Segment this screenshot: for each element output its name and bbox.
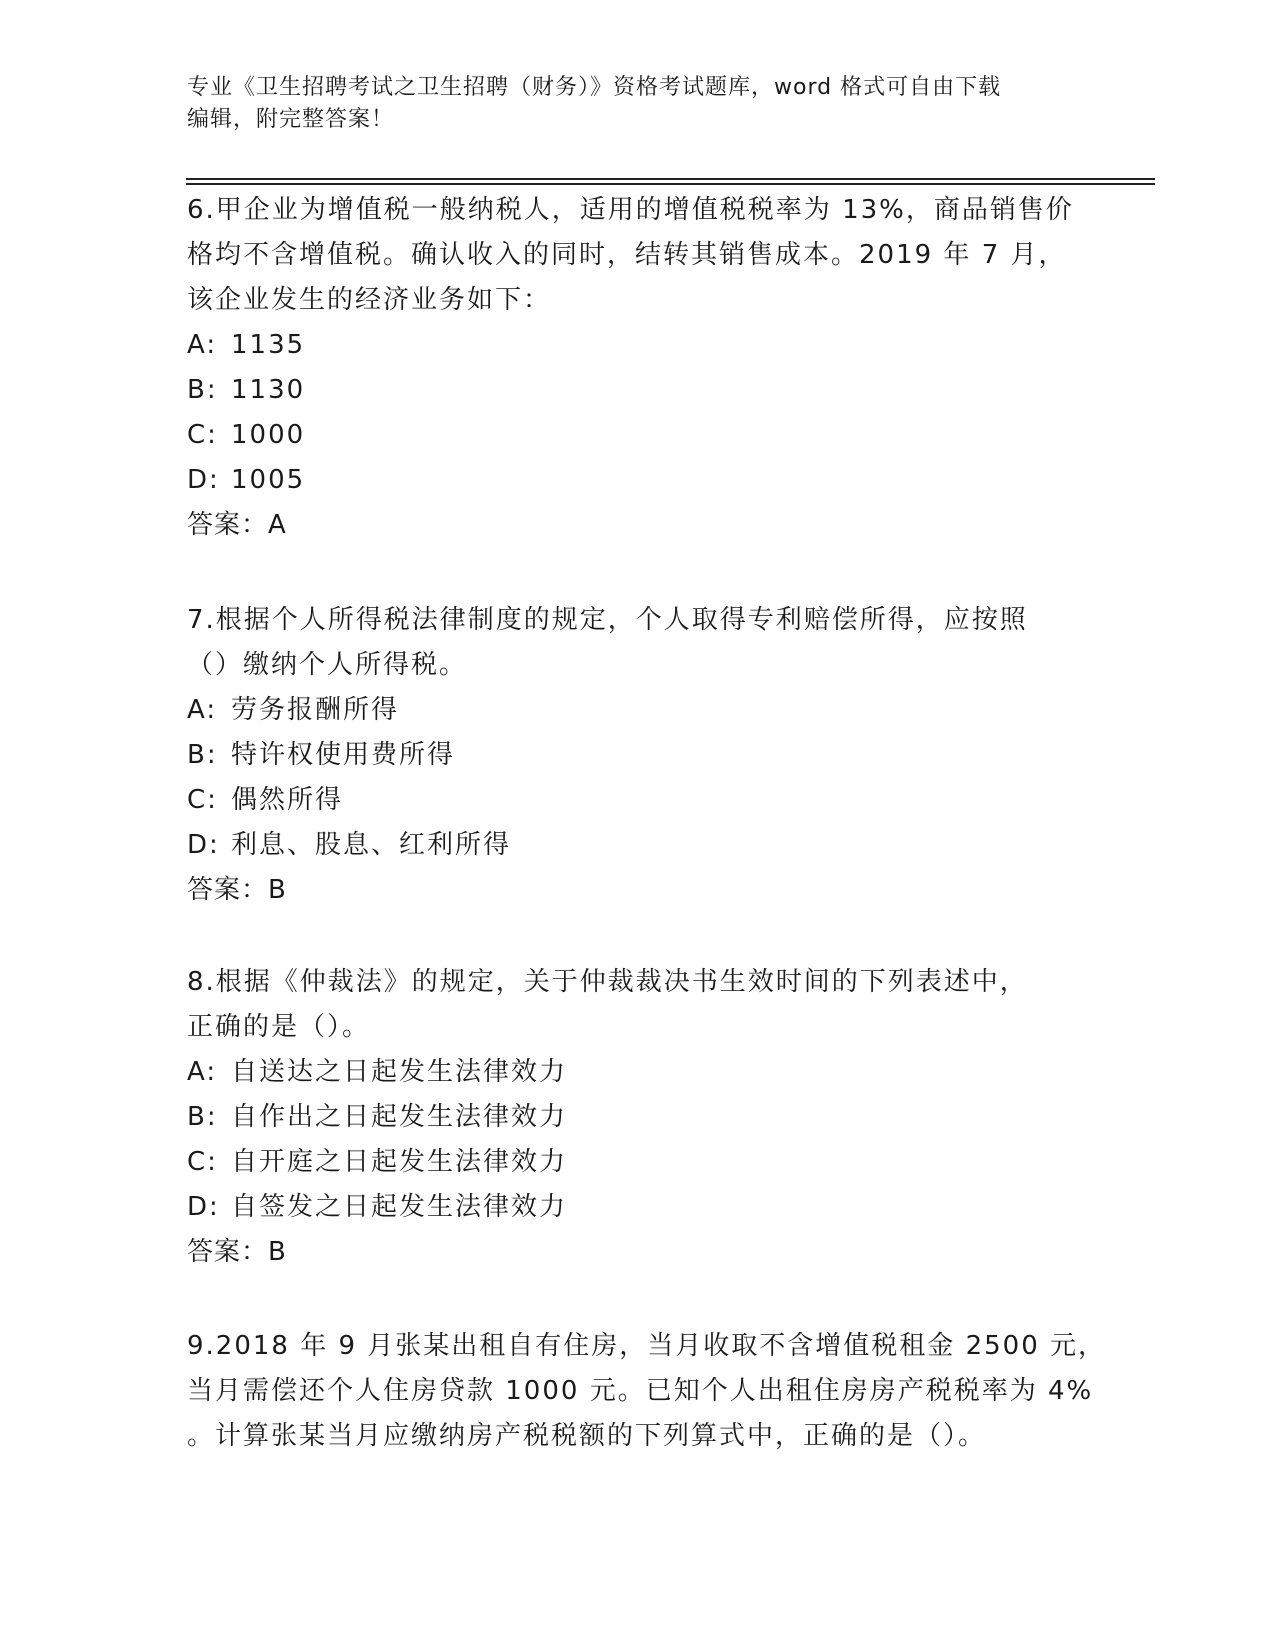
- option-letter: C:: [187, 420, 218, 450]
- option-a: [187, 688, 1087, 733]
- option-b: [187, 368, 1087, 413]
- option-text: 1005: [231, 465, 306, 495]
- option-text: 1130: [231, 375, 306, 405]
- option-text: 自送达之日起发生法律效力: [231, 1057, 568, 1087]
- question-6: [187, 188, 1087, 548]
- option-text: 特许权使用费所得: [231, 740, 456, 770]
- answer: 答案：A: [187, 510, 287, 540]
- document-header: [187, 72, 1067, 136]
- header-line: 专业《卫生招聘考试之卫生招聘（财务）》资格考试题库，word 格式可自由下载: [187, 75, 1002, 100]
- option-letter: D:: [187, 830, 220, 860]
- option-text: 自签发之日起发生法律效力: [231, 1192, 568, 1222]
- option-b: [187, 733, 1087, 778]
- option-letter: B:: [187, 1102, 218, 1132]
- option-text: 自作出之日起发生法律效力: [231, 1102, 568, 1132]
- option-letter: C:: [187, 785, 218, 815]
- option-d: [187, 823, 1087, 868]
- option-letter: A:: [187, 330, 218, 360]
- option-d: [187, 1185, 1087, 1230]
- question-text: 6.甲企业为增值税一般纳税人，适用的增值税税率为 13%，商品销售价: [187, 195, 1074, 225]
- question-8: [187, 960, 1087, 1275]
- option-text: 劳务报酬所得: [231, 695, 400, 725]
- option-a: [187, 1050, 1087, 1095]
- header-line: 编辑，附完整答案！: [187, 107, 395, 132]
- option-letter: B:: [187, 740, 218, 770]
- question-text: 。计算张某当月应缴纳房产税税额的下列算式中，正确的是（）。: [187, 1421, 987, 1451]
- answer: 答案：B: [187, 875, 287, 905]
- option-d: [187, 458, 1087, 503]
- option-text: 1000: [231, 420, 306, 450]
- option-letter: A:: [187, 695, 218, 725]
- option-letter: A:: [187, 1057, 218, 1087]
- option-letter: D:: [187, 465, 220, 495]
- option-c: [187, 413, 1087, 458]
- option-a: [187, 323, 1087, 368]
- option-letter: B:: [187, 375, 218, 405]
- header-divider: [186, 183, 1155, 185]
- question-text: 正确的是（）。: [187, 1012, 371, 1042]
- option-letter: D:: [187, 1192, 220, 1222]
- answer: 答案：B: [187, 1237, 287, 1267]
- question-text: 8.根据《仲裁法》的规定，关于仲裁裁决书生效时间的下列表述中，: [187, 967, 1028, 997]
- option-letter: C:: [187, 1147, 218, 1177]
- question-text: （）缴纳个人所得税。: [187, 650, 468, 680]
- header-divider: [186, 178, 1155, 180]
- question-text: 9.2018 年 9 月张某出租自有住房，当月收取不含增值税租金 2500 元，: [187, 1331, 1107, 1361]
- option-c: [187, 1140, 1087, 1185]
- question-9: [187, 1324, 1107, 1459]
- question-7: [187, 598, 1087, 913]
- question-text: 格均不含增值税。确认收入的同时，结转其销售成本。2019 年 7 月，: [187, 240, 1067, 270]
- question-text: 当月需偿还个人住房贷款 1000 元。已知个人出租住房房产税税率为 4%: [187, 1376, 1094, 1406]
- option-b: [187, 1095, 1087, 1140]
- question-text: 7.根据个人所得税法律制度的规定，个人取得专利赔偿所得，应按照: [187, 605, 1028, 635]
- option-text: 自开庭之日起发生法律效力: [231, 1147, 568, 1177]
- option-c: [187, 778, 1087, 823]
- option-text: 偶然所得: [231, 785, 344, 815]
- option-text: 1135: [231, 330, 306, 360]
- question-text: 该企业发生的经济业务如下：: [187, 285, 552, 315]
- option-text: 利息、股息、红利所得: [231, 830, 512, 860]
